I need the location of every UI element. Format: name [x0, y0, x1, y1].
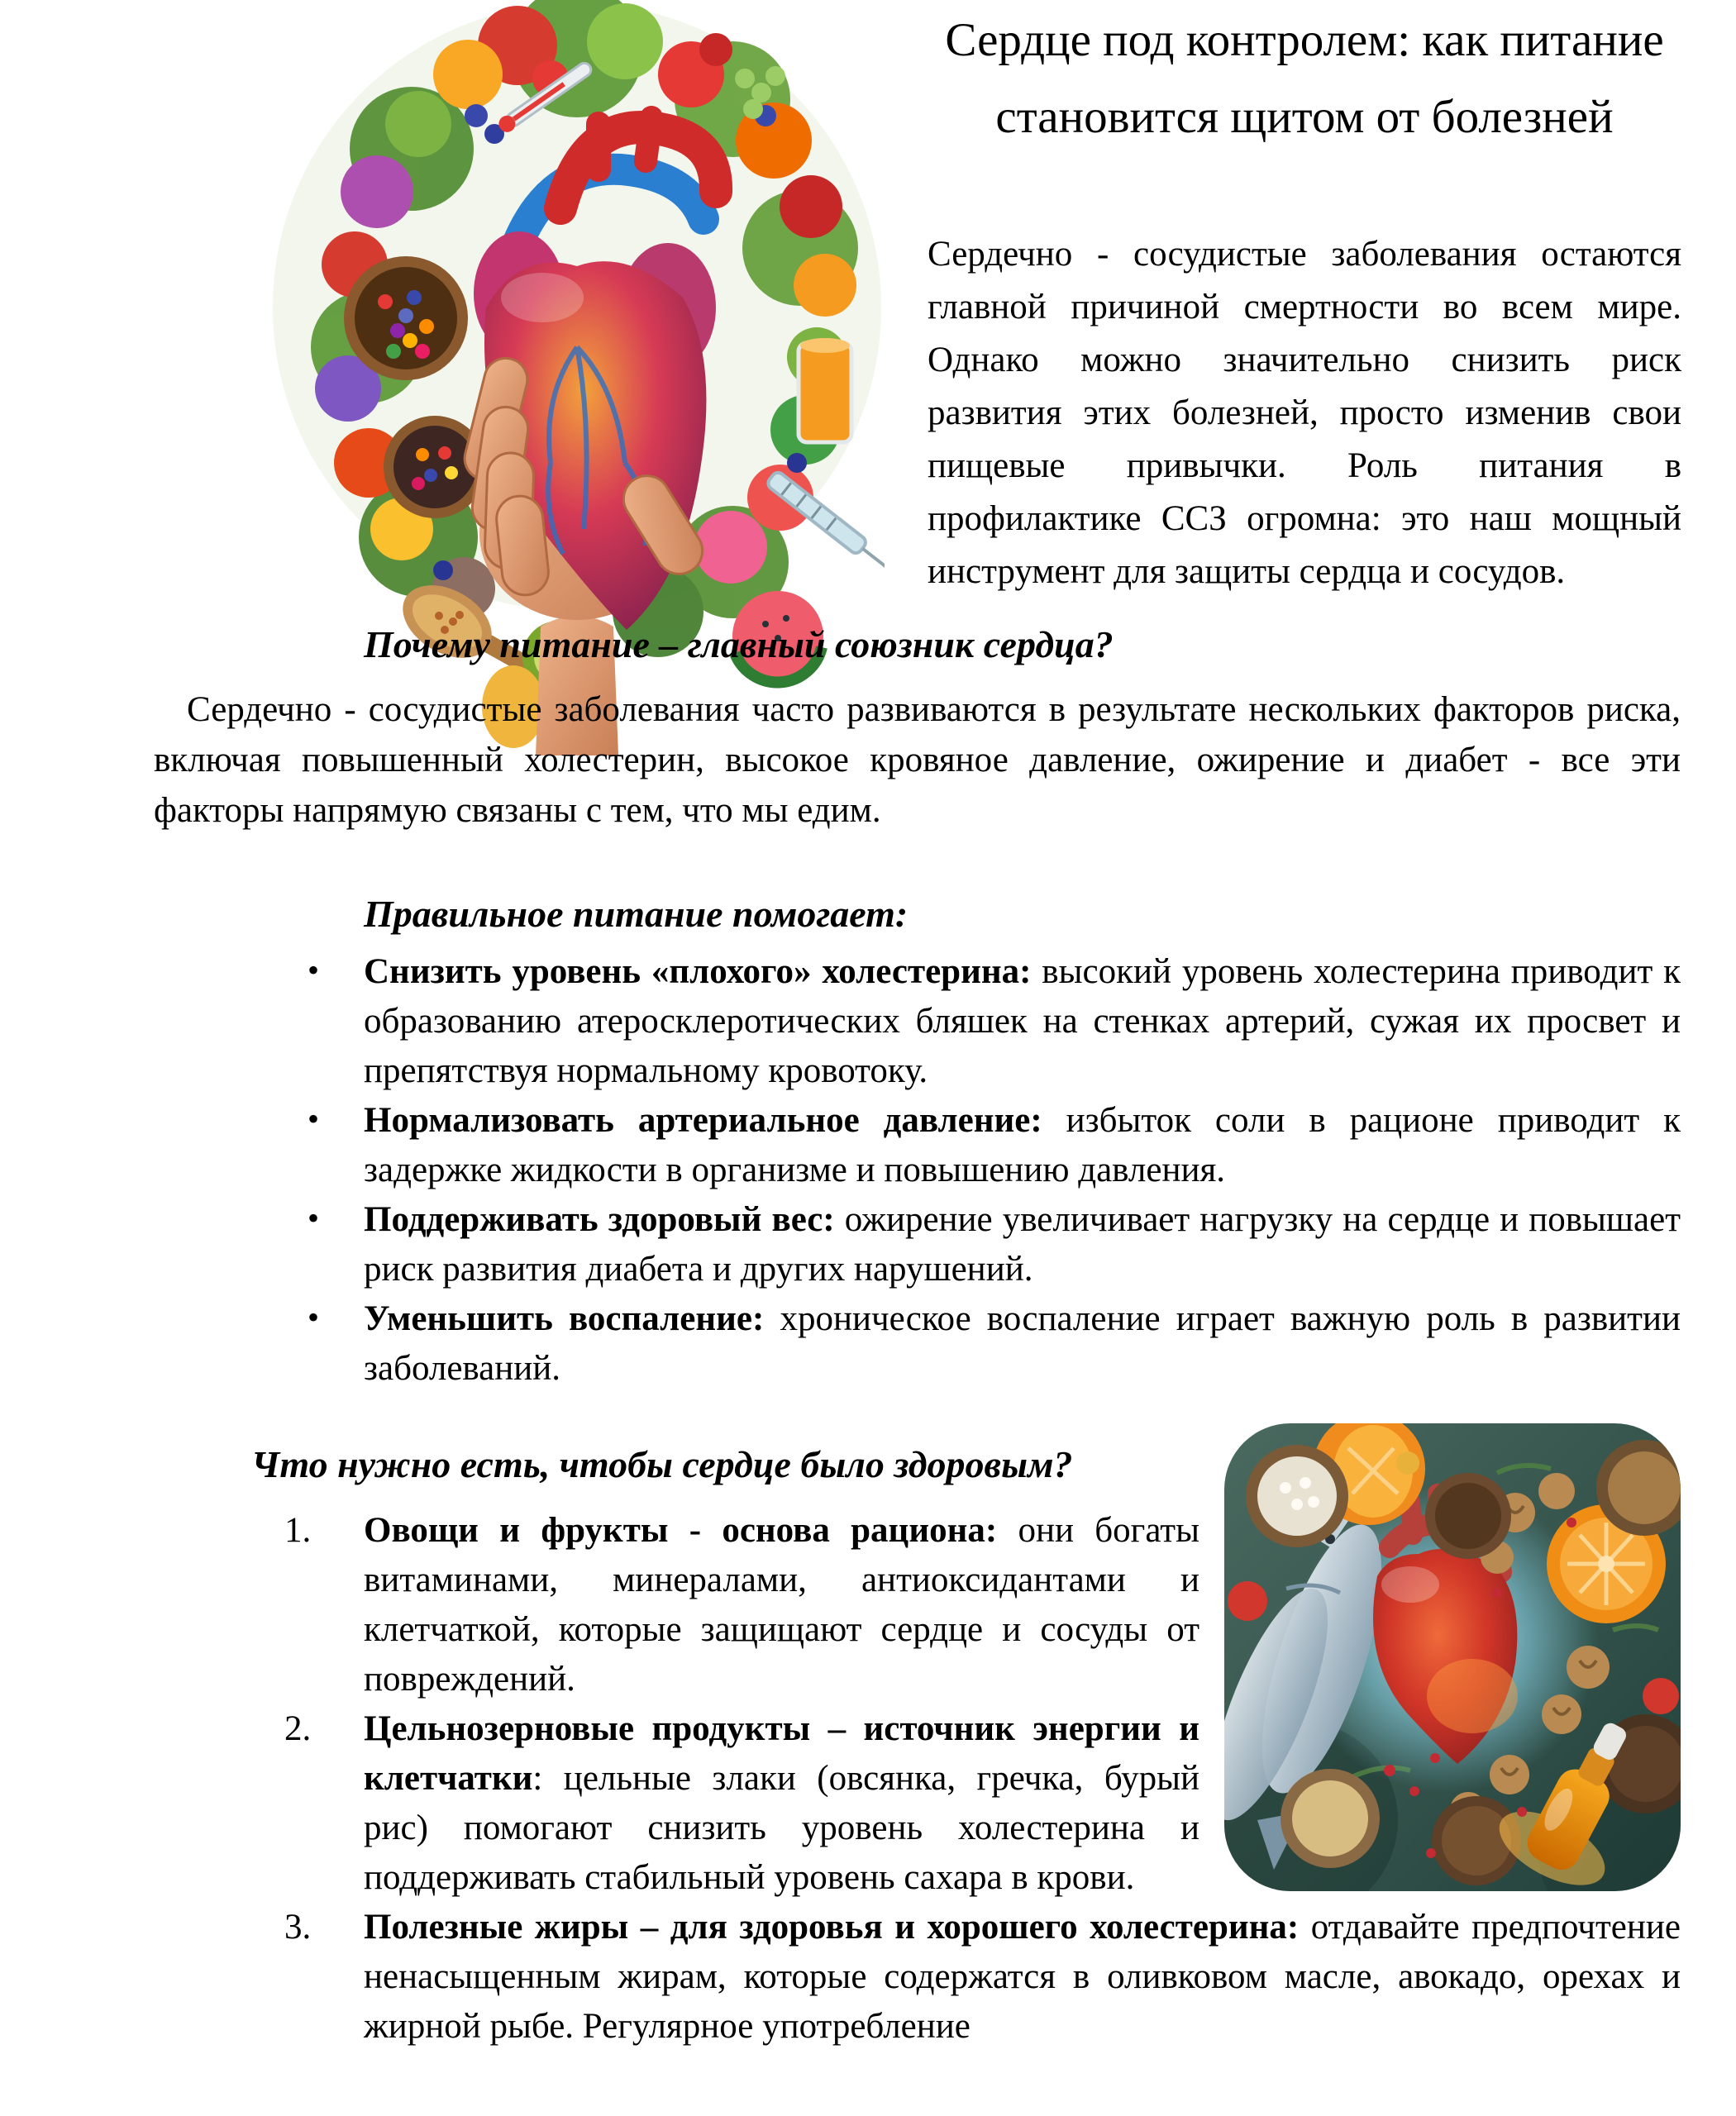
bullet-item: [154, 1096, 1681, 1195]
bullet-text: ожирение увеличивает нагрузку на сердце и повышает риск развития диабета и других нарушений.: [364, 1200, 1681, 1289]
heading-why-nutrition: Почему питание – главный союзник сердца?: [364, 623, 1114, 665]
bullet-lead: Уменьшить воспаление:: [364, 1299, 765, 1338]
bullet-text: избыток соли в рационе приводит к задержке жидкости в организме и повышению давления.: [364, 1101, 1681, 1189]
bullet-lead: Нормализовать артериальное давление:: [364, 1101, 1042, 1140]
bullet-marker: •: [308, 1100, 320, 1137]
oil-capsule: [1396, 1451, 1419, 1475]
item-text: они богаты витаминами, минералами, антиоксидантами и клетчаткой, которые защищают сердце и сосуды от повреждений.: [364, 1511, 1199, 1699]
item-lead: Овощи и фрукты - основа рациона:: [364, 1511, 998, 1550]
bullet-item: [154, 1195, 1681, 1294]
item-text: отдавайте предпочтение ненасыщенным жирам, которые содержатся в оливковом масле, авокадо, орехах и жирной рыбе. Регулярное употребление: [364, 1908, 1681, 2046]
bullet-marker: •: [308, 951, 320, 989]
bullet-lead: Поддерживать здоровый вес:: [364, 1200, 835, 1239]
bullet-list: [154, 947, 1681, 1394]
numbered-list: [154, 1506, 1681, 2052]
bullet-marker: •: [308, 1299, 320, 1336]
why-paragraph: Сердечно - сосудистые заболевания часто развиваются в результате нескольких факторов риска, включая повышенный холестерин, высокое кровяное давление, ожирение и диабет - все эти факторы напрямую связаны с тем, что мы едим.: [154, 690, 1681, 830]
bullet-item: [154, 1294, 1681, 1394]
page-title: Сердце под контролем: как питание становится щитом от болезней: [945, 14, 1664, 143]
bullet-marker: •: [308, 1199, 320, 1237]
bullet-item: [154, 947, 1681, 1096]
bullet-text: хроническое воспаление играет важную роль в развитии заболеваний.: [364, 1299, 1681, 1388]
numbered-item: [154, 1903, 1681, 2052]
item-text: : цельные злаки (овсянка, гречка, бурый рис) помогают снизить уровень холестерина и поддерживать стабильный уровень сахара в крови.: [364, 1759, 1199, 1897]
intro-paragraph: Сердечно - сосудистые заболевания остаются главной причиной смертности во всем мире. Однако можно значительно снизить риск развития этих болезней, просто изменив свои пищевые привычки. Роль питания в профилактике ССЗ огромна: это наш мощный инструмент для защиты сердца и сосудов.: [928, 235, 1681, 591]
heading-what-to-eat: Что нужно есть, чтобы сердце было здоровым?: [251, 1443, 1073, 1485]
item-number: 1.: [284, 1511, 312, 1550]
item-lead: Полезные жиры – для здоровья и хорошего холестерина:: [364, 1908, 1300, 1947]
item-number: 3.: [284, 1908, 312, 1947]
bullet-text: высокий уровень холестерина приводит к образованию атеросклеротических бляшек на стенках артерий, сужая их просвет и препятствуя нормальному кровотоку.: [364, 952, 1681, 1090]
item-lead: Цельнозерновые продукты – источник энергии и клетчатки: [364, 1709, 1199, 1798]
berry-bowl: [344, 256, 468, 380]
juice-glass: [799, 338, 851, 442]
bullet-lead: Снизить уровень «плохого» холестерина:: [364, 952, 1032, 991]
numbered-item: [154, 1506, 1681, 1704]
numbered-item: [154, 1704, 1681, 1903]
heading-nutrition-helps: Правильное питание помогает:: [364, 893, 909, 935]
what-to-eat-section: [154, 1440, 1681, 2052]
item-number: 2.: [284, 1709, 312, 1748]
